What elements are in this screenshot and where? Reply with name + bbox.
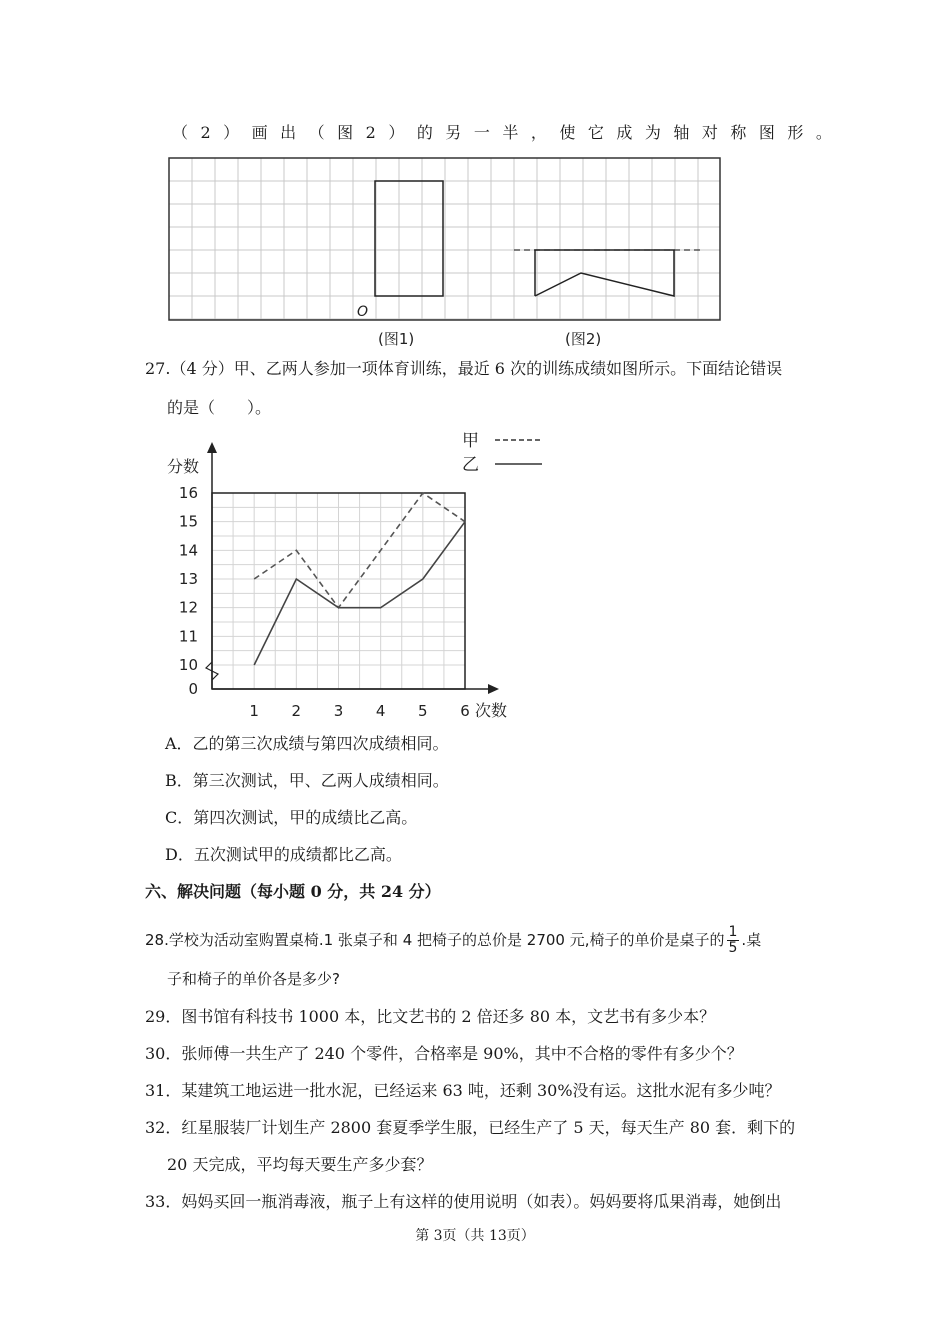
- q27-line2: 的是（ ）。: [167, 398, 272, 417]
- y-tick-label: 0: [188, 680, 198, 698]
- grid-figure: [160, 150, 730, 355]
- q27-option-d: D．五次测试甲的成绩都比乙高。: [165, 845, 402, 864]
- page-footer: 第 3页（共 13页）: [415, 1228, 535, 1244]
- q31-text: 31．某建筑工地运进一批水泥，已经运来 63 吨，还剩 30%没有运。这批水泥有多少吨？: [145, 1081, 781, 1100]
- q27-option-c: C．第四次测试，甲的成绩比乙高。: [165, 808, 418, 827]
- x-axis-arrow: [488, 684, 499, 694]
- q29-text: 29．图书馆有科技书 1000 本，比文艺书的 2 倍还多 80 本，文艺书有多少本？: [145, 1007, 716, 1026]
- y-tick-label: 12: [178, 598, 198, 617]
- q28-line2: 子和椅子的单价各是多少?: [167, 970, 340, 988]
- x-tick-label: 4: [375, 702, 386, 720]
- q27-line1: 27.（4 分）甲、乙两人参加一项体育训练，最近 6 次的训练成绩如图所示。下面结论错误: [145, 359, 783, 378]
- q26-part2-text: （2）画出（图2）的另一半，使它成为轴对称图形。: [172, 123, 845, 142]
- x-tick-label: 5: [418, 702, 428, 720]
- y-tick-label: 16: [178, 484, 198, 502]
- y-tick-label: 15: [178, 512, 198, 531]
- y-axis-label: 分数: [167, 457, 200, 476]
- y-tick-label: 13: [178, 570, 198, 588]
- y-tick-label: 10: [178, 656, 198, 674]
- q27-option-a: A．乙的第三次成绩与第四次成绩相同。: [165, 734, 449, 753]
- q33-text: 33．妈妈买回一瓶消毒液，瓶子上有这样的使用说明（如表）。妈妈要将瓜果消毒，她倒出: [145, 1192, 782, 1211]
- figure2-caption: (图2): [565, 330, 602, 348]
- legend-label: 乙: [462, 455, 479, 475]
- q32-line1: 32．红星服装厂计划生产 2800 套夏季学生服，已经生产了 5 天，每天生产 80 套．剩下的: [145, 1118, 796, 1137]
- q32-line2: 20 天完成，平均每天要生产多少套？: [167, 1155, 433, 1174]
- x-tick-label: 3: [333, 702, 344, 720]
- q28-frac-denominator: 5: [728, 940, 738, 956]
- q30-text: 30．张师傅一共生产了 240 个零件，合格率是 90%，其中不合格的零件有多少个？: [145, 1044, 743, 1063]
- q28-text-post: .桌: [741, 931, 762, 949]
- x-axis-label: 次数: [475, 701, 508, 720]
- q27-option-b: B．第三次测试，甲、乙两人成绩相同。: [165, 771, 449, 790]
- x-tick-label: 2: [291, 702, 302, 720]
- x-tick-label: 6: [460, 702, 470, 720]
- q28-fraction: [727, 925, 740, 956]
- origin-label: O: [357, 304, 369, 320]
- x-tick-label: 1: [249, 702, 259, 720]
- legend-label: 甲: [462, 431, 479, 451]
- section6-heading: 六、解决问题（每小题 0 分，共 24 分）: [145, 882, 441, 901]
- y-axis-arrow: [207, 442, 217, 453]
- figure1-rectangle: [375, 181, 443, 296]
- q28-frac-numerator: 1: [728, 924, 738, 940]
- q28-line1: [145, 925, 761, 956]
- y-tick-label: 11: [178, 627, 198, 646]
- q28-text-pre: 28.学校为活动室购置桌椅.1 张桌子和 4 把椅子的总价是 2700 元,椅子的单价是桌子的: [145, 931, 725, 949]
- y-tick-label: 14: [178, 541, 198, 560]
- figure1-caption: (图1): [378, 330, 415, 348]
- score-line-chart: [150, 420, 550, 725]
